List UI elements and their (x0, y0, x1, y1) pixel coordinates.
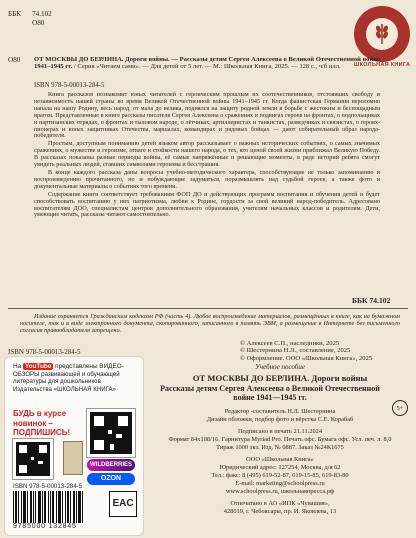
imprint-line: Тел.: факс: 8 (495) 619-52-87, 619-15-85, 619-83-80 (211, 472, 349, 479)
imprint-line: Тираж 1000 экз. Изд. № 0887. Заказ №24К1675 (216, 444, 344, 451)
book-thumbnail-icon (63, 441, 83, 475)
qr-code-icon (87, 409, 135, 457)
wildberries-badge: WILDBERRIES (87, 459, 135, 471)
barcode-digits: 9785000 132845 (13, 523, 77, 530)
imprint-line: www.schoolpress.ru, школьнаяпресса.рф (225, 488, 335, 495)
imprint-line: 428019, г. Чебоксары, пр. И. Яковлева, 13 (223, 508, 337, 515)
logo-text: ШКОЛЬНАЯ КНИГА (353, 62, 411, 68)
promo-prefix: На (13, 363, 22, 370)
eac-mark-icon: EAC (109, 491, 137, 517)
bbk-code: 74.102 (32, 10, 52, 18)
imprint-line: Подписано в печать 21.11.2024 (237, 428, 323, 435)
annotation (34, 56, 380, 71)
promo-yt-rest: представлены ВИДЕО- (53, 363, 124, 370)
description-paragraph: Простым, доступным пониманию детей языком автор рассказывает о важных исторических событиях, о самых значимых сражениях, о мужестве и героизме, отваге и стойкости нашего народа, о тех, кто ценой своей жизни приближал Великую Победу. В рассказах показаны разные периоды войны, её самые напряжённые и решающие моменты, в ряде историй ребята смогут увидеть реальных людей, ставших символами героизма и бесстрашия. (34, 140, 380, 169)
imprint-line: Юридический адрес: 127254, Москва, д/я 62 (219, 464, 341, 471)
copyright-line: © Алексеев С.П., наследники, 2025 (240, 340, 340, 347)
imprint-line: Редактор -составитель Н.Л. Шестернина (224, 408, 336, 415)
imprint-line: Отпечатано в АО «ИПК «Чувашия», (230, 500, 330, 507)
age-rating-badge: 5+ (392, 400, 408, 416)
youtube-icon: YouTube (24, 363, 52, 370)
imprint-line: Формат 84х108/16. Гарнитура Myriad Pro. Печать офс. Бумага офс. Усл. печ. л. 8,0 (168, 436, 392, 443)
author-mark-side: О80 (8, 56, 21, 64)
annotation-lead: ОТ МОСКВЫ ДО БЕРЛИНА. Дороги войны. — Рассказы детям Сергея Алексеева о Великой Отечественной войне 1941–1945 гг. (34, 56, 380, 71)
imprint-line: E-mail: marketing@schoolpress.ru (235, 480, 325, 487)
description-block (34, 92, 380, 220)
imprint-kind: Учебное пособие (255, 363, 305, 371)
copyright-block (240, 340, 410, 362)
wheat-icon (366, 18, 398, 50)
imprint-line: Дизайн обложки, подбор фото и вёрстка С.Е. Корабаб (206, 416, 354, 423)
qr-code-icon (13, 439, 53, 479)
legal-notice: Издание охраняется Гражданским кодексом РФ (часть 4). Любое воспроизведение материалов, размещённых в книге, как на бумажном носителе, так и в виде электронного документа, скопированного, записанного в память ЭВМ, а размещение в Интернете без письменного согласия правообладателя запрещено. (20, 313, 400, 334)
imprint-title: ОТ МОСКВЫ ДО БЕРЛИНА. Дороги войны (192, 373, 368, 383)
barcode-icon (13, 491, 101, 523)
promo-card (4, 356, 144, 536)
isbn-top: ISBN 978-5-00013-284-5 (34, 82, 105, 89)
imprint-subtitle: Рассказы детям Сергея Алексеева о Великой Отечественной войне 1941—1945 гг. (160, 384, 380, 402)
bbk-label: ББК (8, 10, 22, 18)
bbk-mid: ББК 74.102 (352, 296, 391, 305)
copyright-line: © Оформление. ООО «Школьная Книга», 2025 (240, 354, 373, 362)
promo-text: ОБЗОРЫ развивающей и обучающей литературы для дошкольников Издательства «ШКОЛЬНАЯ КНИГА» (13, 371, 120, 393)
description-paragraph: Содержание книги соответствует требованиям ФОП ДО и действующих программ воспитания и обучения детей и будет способствовать воспитанию у них патриотизма, любви к Родине, гордости за свой великий народ-победитель. Адресовано воспитателям ДОО, специалистам центров дополнительного образования, учителям начальных классов и родителям. Дети, умеющие читать, рассказы читают самостоятельно. (34, 190, 380, 219)
divider (8, 308, 408, 309)
copyright-line: © Шестернина Н.Л., составление, 2025 (240, 347, 351, 355)
youtube-line (13, 363, 124, 370)
isbn-barcode-label: ISBN 978-5-00013-284-5 (13, 483, 83, 490)
isbn-mid: ISBN 978-5-00013-284-5 (8, 348, 81, 356)
author-mark: О80 (32, 19, 45, 27)
description-paragraph: Книга рассказов познакомит юных читателей с героическим прошлым их соотечественников, отстоявших свободу и независимость нашей страны во время Великой Отечественной войны 1941–1945 гг. Когда фашистская Германия вероломно напала на нашу Родину, весь народ, от мала до велика, поднялся на защиту родной земли в борьбе с жестоким и беспощадным врагом. Представленные в книге рассказы писателя Сергея Алексеева о сражениях и подвигах героев на фронтах, о подпольщиках и партизанских отрядах, о фронтах и тыловом народе, о лётчиках, артиллеристах и танкистах, разведчиках и связистах, о героях-пионерах и юных защитниках Отечества, маршалах, командирах и рядовых бойцах — дают собирательный образ народа-победителя. (34, 91, 380, 140)
logo-center (366, 18, 398, 50)
subscribe-callout: БУДЬ в курсе новинок – ПОДПИШИСЬ! (13, 409, 71, 438)
annotation-series: / Серия «Читаем сами». — Для детей от 5 лет. — М.: Школьная Книга, 2025. — 128 с., ч/б илл. (73, 63, 341, 71)
description-paragraph: В конце каждого рассказа даны вопросы учебно-методического характера, способствующие не только запоминанию и воспроизведению прочитанного, но и побуждающие задуматься, поразмышлять над судьбой героев, а также фото и документальные материалы о событиях того времени. (34, 168, 380, 190)
ozon-badge: OZON (87, 473, 135, 485)
imprint-line: ООО «Школьная Книга» (246, 456, 314, 463)
